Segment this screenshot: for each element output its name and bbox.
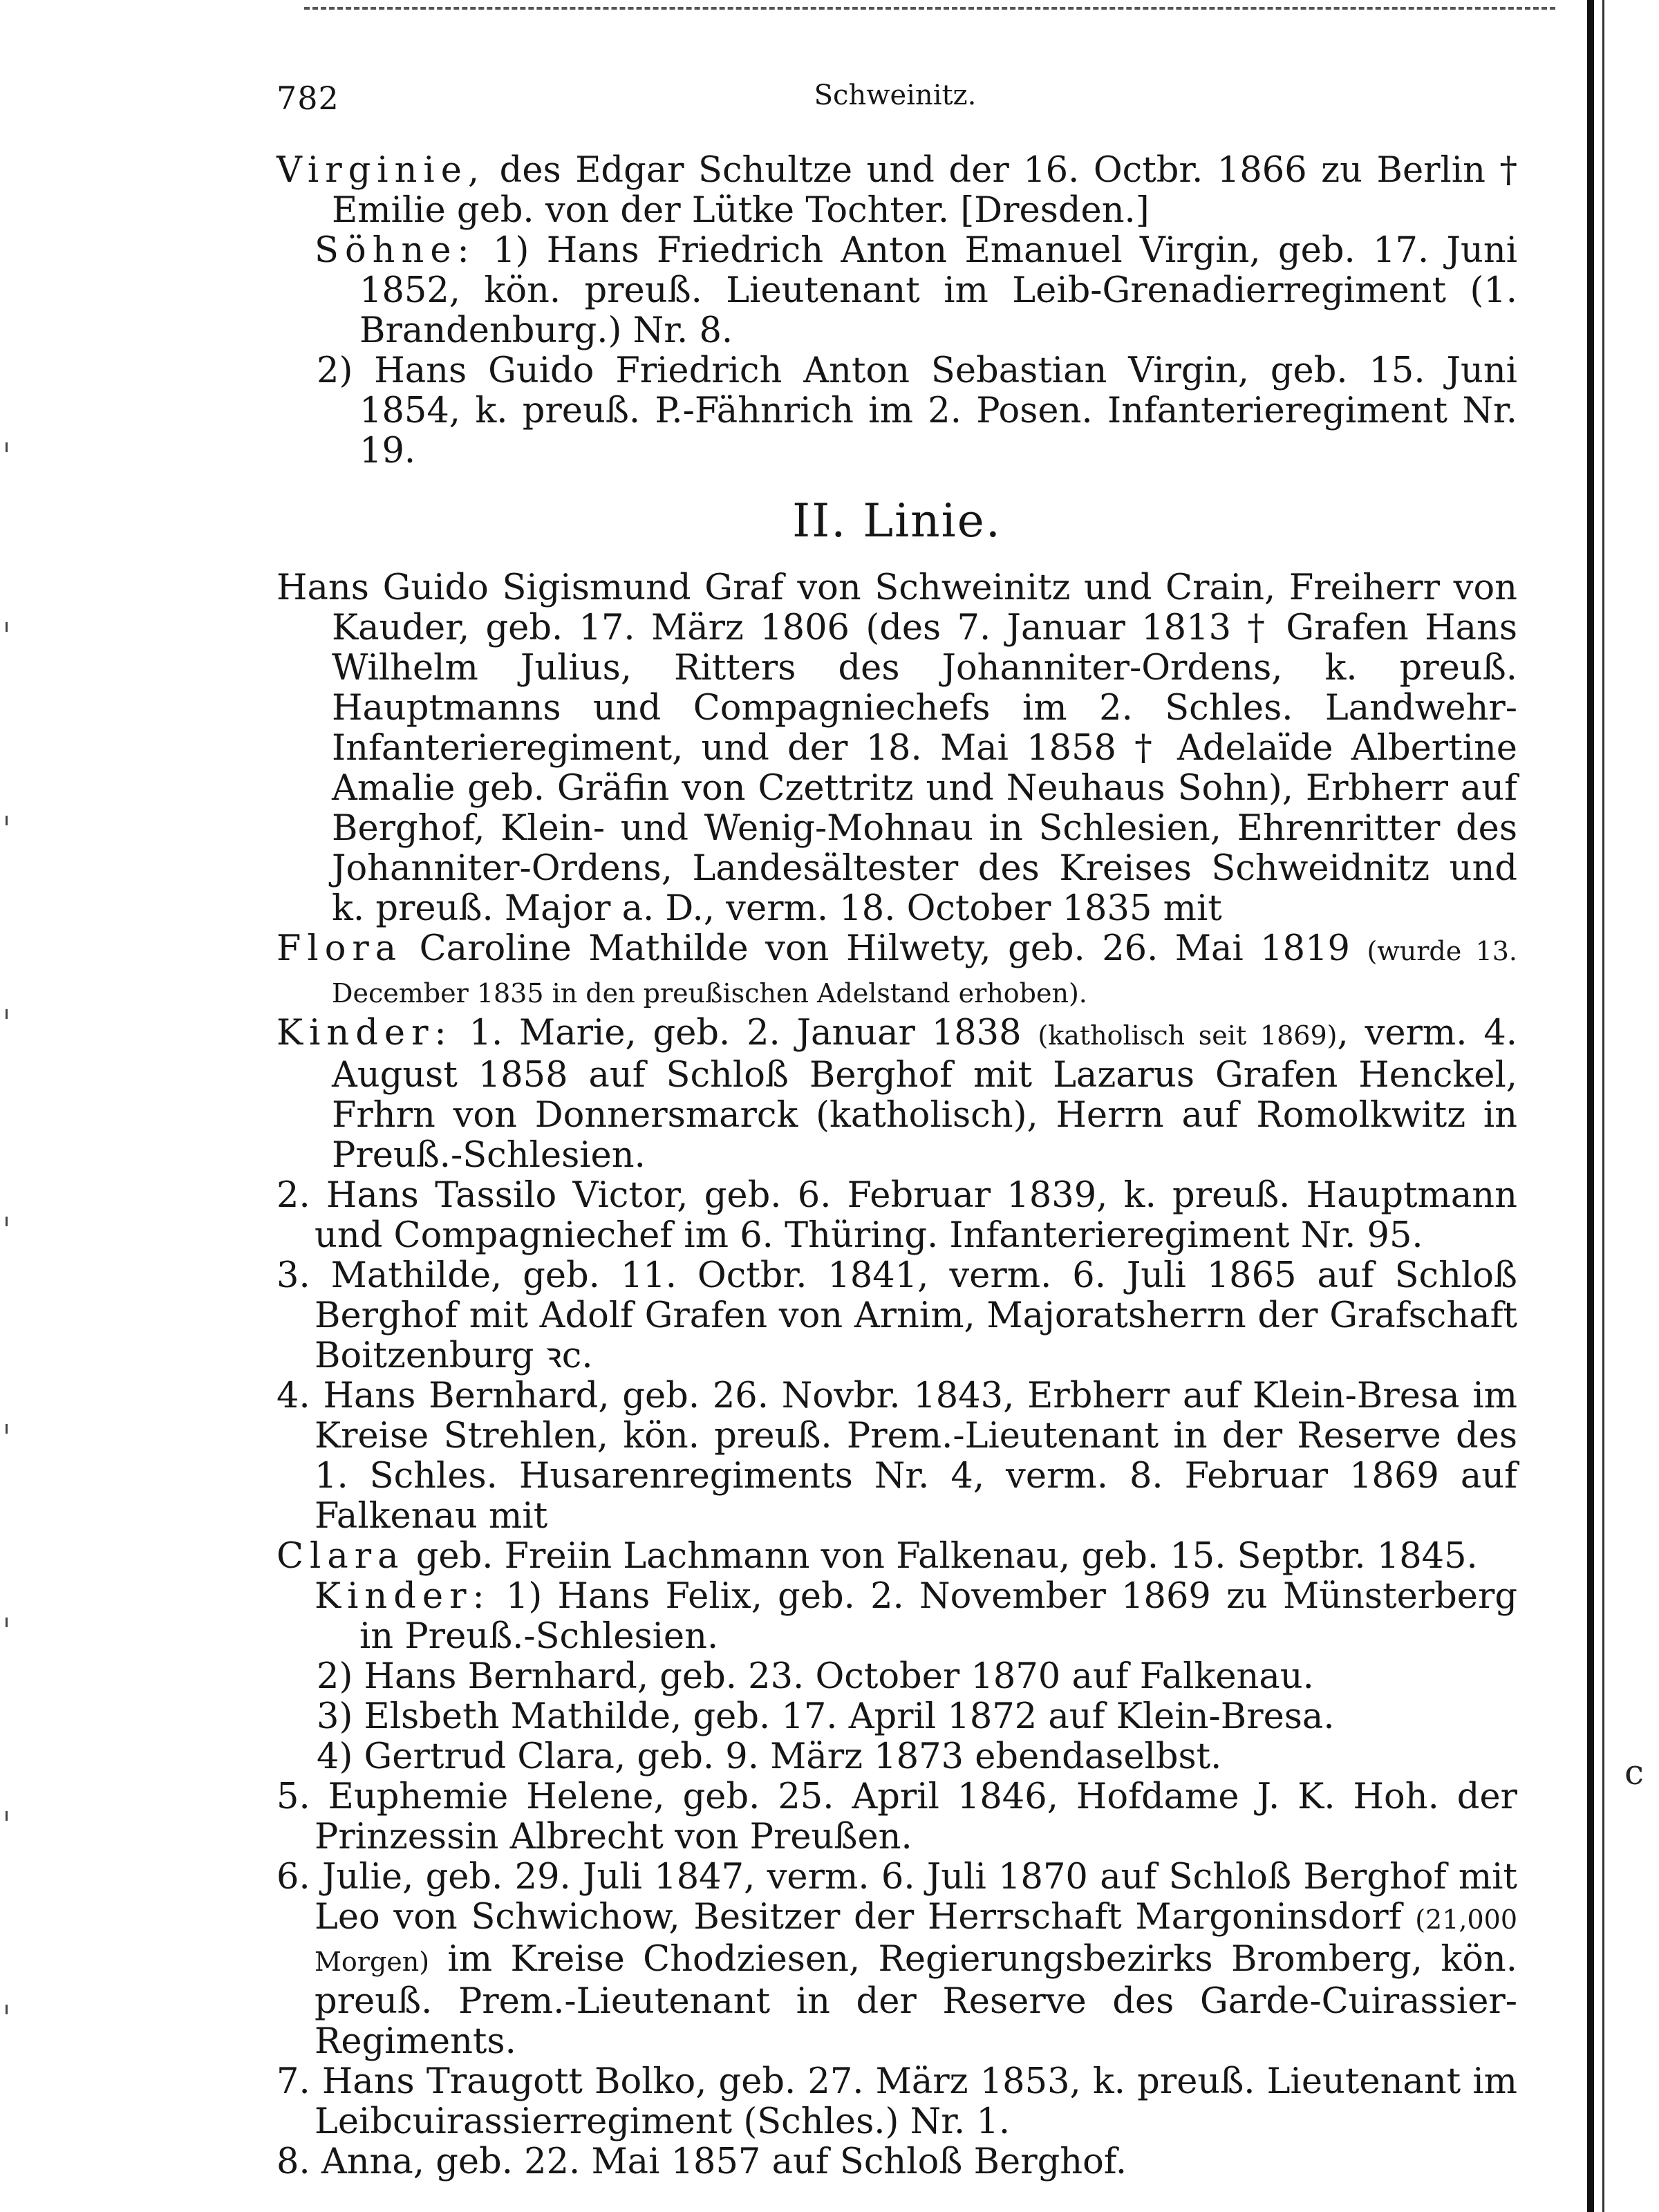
entry-text: 6. Julie, geb. 29. Juli 1847, verm. 6. Juli 1870 auf Schloß Berghof mit Leo von Schwichow, Besitzer der Herrschaft Margoninsdorf [276, 1857, 1517, 1938]
entry-text: 2. Hans Tassilo Victor, geb. 6. Februar 1839, k. preuß. Hauptmann und Compagniechef im 6. Thüring. Infanterieregiment Nr. 95. [276, 1175, 1517, 1256]
entry-text: geb. Freiin Lachmann von Falkenau, geb. 15. Septbr. 1845. [404, 1536, 1478, 1577]
entry-flora [276, 929, 1517, 1013]
entry-virginie [276, 151, 1517, 231]
binding-edge-line [1602, 0, 1604, 2212]
entry-name: Kinder: [276, 1013, 453, 1053]
entry-sons-heading [276, 231, 1517, 351]
entry-text: Hans Guido Sigismund Graf von Schweinitz und Crain, Freiherr von Kauder, geb. 17. März 1806 (des 7. Januar 1813 † Grafen Hans Wilhelm Julius, Ritters des Johanniter-Ordens, k. preuß. Hauptmanns und Compagniechefs im 2. Schles. Landwehr-Infanterieregiment, und der 18. Mai 1858 † Adelaïde Albertine Amalie geb. Gräfin von Czettritz und Neuhaus Sohn), Erbherr auf Berghof, Klein- und Wenig-Mohnau in Schlesien, Ehrenritter des Johanniter-Ordens, Landesältester des Kreises Schweidnitz und k. preuß. Major a. D., verm. 18. October 1835 mit [276, 568, 1517, 929]
entry-text: 2) Hans Guido Friedrich Anton Sebastian Virgin, geb. 15. Juni 1854, k. preuß. P.-Fähnrich im 2. Posen. Infanterieregiment Nr. 19. [317, 350, 1517, 471]
entry-kind-3 [276, 1256, 1517, 1376]
entry-note: (wurde 13. December 1835 in den preußischen Adelstand erhoben). [332, 936, 1517, 1009]
entry-text: 8. Anna, geb. 22. Mai 1857 auf Schloß Berghof. [276, 2141, 1127, 2182]
entry-kc-3 [276, 1697, 1517, 1737]
entry-name: Clara [276, 1536, 405, 1577]
entry-text: 1) Hans Friedrich Anton Emanuel Virgin, geb. 17. Juni 1852, kön. preuß. Lieutenant im Leib-Grenadierregiment (1. Brandenburg.) Nr. 8. [359, 230, 1517, 351]
entry-kind-6 [276, 1857, 1517, 2062]
entry-text-tail: im Kreise Chodziesen, Regierungsbezirks Bromberg, kön. preuß. Prem.-Lieutenant in der Reserve des Garde-Cuirassier-Regiments. [315, 1939, 1517, 2062]
entry-kind-7 [276, 2062, 1517, 2142]
entry-name: Söhne: [315, 230, 476, 271]
entry-text: Caroline Mathilde von Hilwety, geb. 26. Mai 1819 [402, 928, 1367, 969]
entry-kinder-clara [276, 1577, 1517, 1657]
entry-kc-4 [276, 1737, 1517, 1777]
page-header [276, 79, 1514, 128]
entry-note: (21,000 Morgen) [315, 1904, 1517, 1977]
line-two-block [276, 568, 1517, 2182]
entry-note: (katholisch seit 1869) [1038, 1020, 1338, 1051]
entry-kc-2 [276, 1657, 1517, 1697]
page-body [276, 151, 1517, 2182]
entry-text: 4) Gertrud Clara, geb. 9. März 1873 ebendaselbst. [317, 1736, 1222, 1777]
entry-name: Kinder: [315, 1576, 491, 1617]
line-one-block [276, 151, 1517, 471]
entry-text: des Edgar Schultze und der 16. Octbr. 1866 zu Berlin † Emilie geb. von der Lütke Tochter. [Dresden.] [332, 150, 1517, 231]
entry-son-2 [276, 351, 1517, 471]
top-dashed-rule [304, 7, 1555, 10]
entry-text-tail: , verm. 4. August 1858 auf Schloß Berghof mit Lazarus Grafen Henckel, Frhrn von Donnersmarck (katholisch), Herrn auf Romolkwitz in Preuß.-Schlesien. [332, 1013, 1517, 1176]
section-title: II. Linie. [792, 494, 1002, 547]
entry-kind-4 [276, 1376, 1517, 1537]
entry-text: 3. Mathilde, geb. 11. Octbr. 1841, verm. 6. Juli 1865 auf Schloß Berghof mit Adolf Grafen von Arnim, Majoratsherrn der Grafschaft Boitzenburg ꝛc. [276, 1255, 1517, 1376]
entry-kind-8 [276, 2142, 1517, 2182]
entry-text: 1. Marie, geb. 2. Januar 1838 [452, 1013, 1038, 1053]
left-scan-marks [0, 0, 21, 2212]
entry-name: Flora [276, 928, 403, 969]
entry-clara [276, 1537, 1517, 1577]
entry-text: 3) Elsbeth Mathilde, geb. 17. April 1872 auf Klein-Bresa. [317, 1696, 1335, 1737]
entry-text: 2) Hans Bernhard, geb. 23. October 1870 auf Falkenau. [317, 1656, 1314, 1697]
entry-text: 4. Hans Bernhard, geb. 26. Novbr. 1843, Erbherr auf Klein-Bresa im Kreise Strehlen, kön. preuß. Prem.-Lieutenant in der Reserve des 1. Schles. Husarenregiments Nr. 4, verm. 8. Februar 1869 auf Falkenau mit [276, 1376, 1517, 1537]
entry-text: 5. Euphemie Helene, geb. 25. April 1846, Hofdame J. K. Hoh. der Prinzessin Albrecht von Preußen. [276, 1777, 1517, 1857]
entry-kind-2 [276, 1176, 1517, 1256]
binding-edge [1587, 0, 1594, 2212]
running-title: Schweinitz. [814, 79, 977, 111]
page-number: 782 [276, 79, 339, 117]
entry-text: 7. Hans Traugott Bolko, geb. 27. März 1853, k. preuß. Lieutenant im Leibcuirassierregiment (Schles.) Nr. 1. [276, 2061, 1517, 2142]
entry-kinder-1 [276, 1013, 1517, 1176]
entry-name: Virginie, [276, 150, 486, 191]
entry-kind-5 [276, 1777, 1517, 1857]
entry-hans-guido [276, 568, 1517, 929]
entry-text: 1) Hans Felix, geb. 2. November 1869 zu Münsterberg in Preuß.-Schlesien. [359, 1576, 1517, 1657]
margin-mark: c [1624, 1752, 1644, 1792]
